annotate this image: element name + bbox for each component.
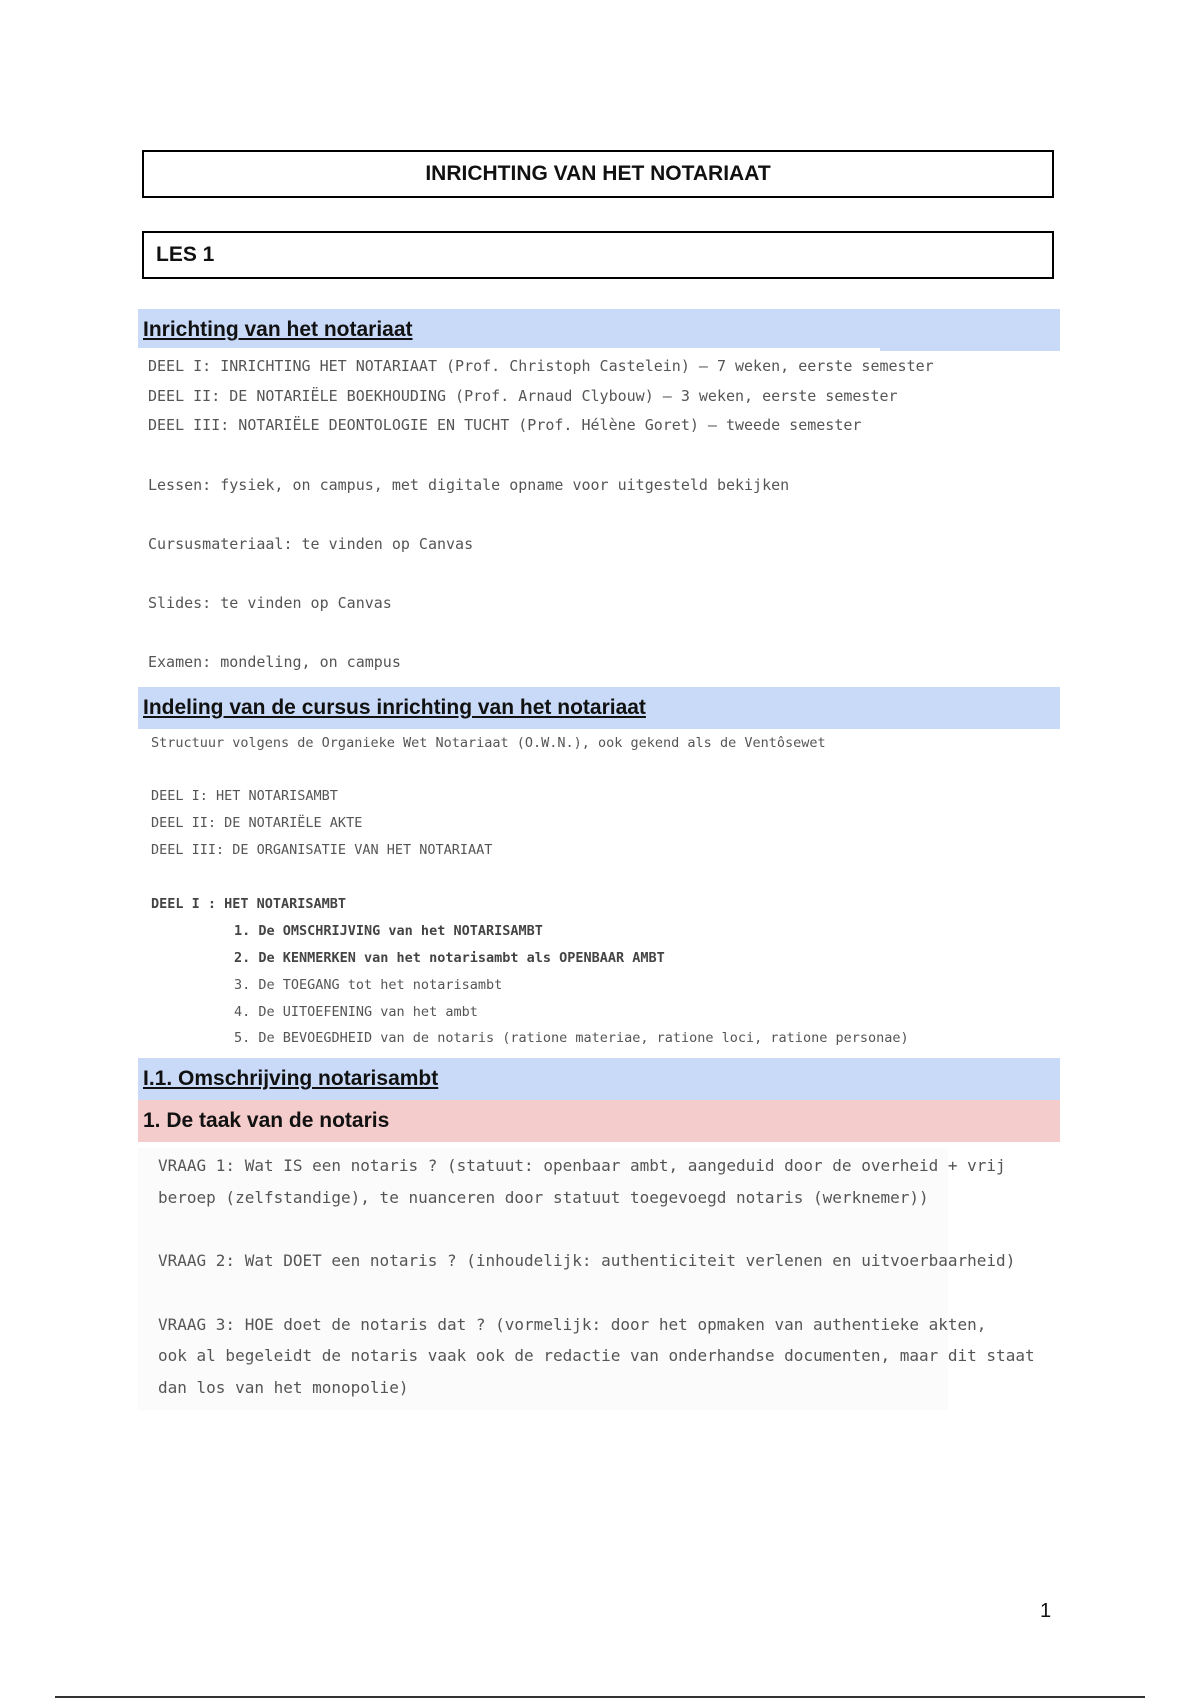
structure-part: DEEL III: DE ORGANISATIE VAN HET NOTARIAAT <box>151 842 493 858</box>
structure-part: DEEL I: HET NOTARISAMBT <box>151 788 338 804</box>
section-heading-text: I.1. Omschrijving notarisambt <box>143 1067 439 1090</box>
course-material-info: Cursusmateriaal: te vinden op Canvas <box>148 535 474 553</box>
question-line: dan los van het monopolie) <box>158 1378 409 1397</box>
section-heading-indeling <box>138 687 1060 729</box>
course-structure-snippet <box>138 730 909 1048</box>
question-line: VRAAG 3: HOE doet de notaris dat ? (vormelijk: door het opmaken van authentieke akten, <box>158 1315 987 1334</box>
section-heading-text: Indeling van de cursus inrichting van het notariaat <box>143 696 646 719</box>
question-line: beroep (zelfstandige), te nuanceren door statuut toegevoegd notaris (werknemer)) <box>158 1188 929 1207</box>
course-part-line: DEEL II: DE NOTARIËLE BOEKHOUDING (Prof. Arnaud Clybouw) – 3 weken, eerste semester <box>148 387 898 405</box>
deel-1-item: 1. De OMSCHRIJVING van het NOTARISAMBT <box>234 923 543 939</box>
deel-1-item: 4. De UITOEFENING van het ambt <box>234 1004 478 1020</box>
deel-1-item: 5. De BEVOEGDHEID van de notaris (ratione materiae, ratione loci, ratione personae) <box>234 1030 909 1046</box>
structure-intro: Structuur volgens de Organieke Wet Notariaat (O.W.N.), ook gekend als de Ventôsewet <box>151 735 826 751</box>
deel-1-item: 2. De KENMERKEN van het notarisambt als OPENBAAR AMBT <box>234 950 665 966</box>
subsection-heading-text: 1. De taak van de notaris <box>143 1109 390 1132</box>
document-title-box <box>142 150 1054 198</box>
lessons-info: Lessen: fysiek, on campus, met digitale opname voor uitgesteld bekijken <box>148 476 790 494</box>
section-heading-omschrijving <box>138 1058 1060 1100</box>
course-info-snippet <box>138 348 934 671</box>
question-line: VRAAG 1: Wat IS een notaris ? (statuut: openbaar ambt, aangeduid door de overheid + vrij <box>158 1156 1006 1175</box>
section-heading-inrichting <box>138 309 1060 351</box>
notary-task-snippet <box>138 1148 1035 1410</box>
deel-1-title: DEEL I : HET NOTARISAMBT <box>151 896 347 912</box>
footer-divider <box>55 1696 1145 1698</box>
question-line: VRAAG 2: Wat DOET een notaris ? (inhoudelijk: authenticiteit verlenen en uitvoerbaarheid) <box>158 1251 1016 1270</box>
course-part-line: DEEL III: NOTARIËLE DEONTOLOGIE EN TUCHT (Prof. Hélène Goret) – tweede semester <box>148 416 862 434</box>
section-heading-text: Inrichting van het notariaat <box>143 318 413 341</box>
question-line: ook al begeleidt de notaris vaak ook de redactie van onderhandse documenten, maar dit staat <box>158 1346 1035 1365</box>
lesson-box <box>142 231 1054 279</box>
page-number: 1 <box>1040 1600 1052 1622</box>
subsection-heading-taak <box>138 1100 1060 1142</box>
structure-part: DEEL II: DE NOTARIËLE AKTE <box>151 815 363 831</box>
document-title: INRICHTING VAN HET NOTARIAAT <box>425 162 771 185</box>
lesson-label: LES 1 <box>156 243 215 266</box>
deel-1-item: 3. De TOEGANG tot het notarisambt <box>234 977 503 993</box>
exam-info: Examen: mondeling, on campus <box>148 653 401 671</box>
slides-info: Slides: te vinden op Canvas <box>148 594 392 612</box>
course-part-line: DEEL I: INRICHTING HET NOTARIAAT (Prof. Christoph Castelein) – 7 weken, eerste semester <box>148 357 934 375</box>
